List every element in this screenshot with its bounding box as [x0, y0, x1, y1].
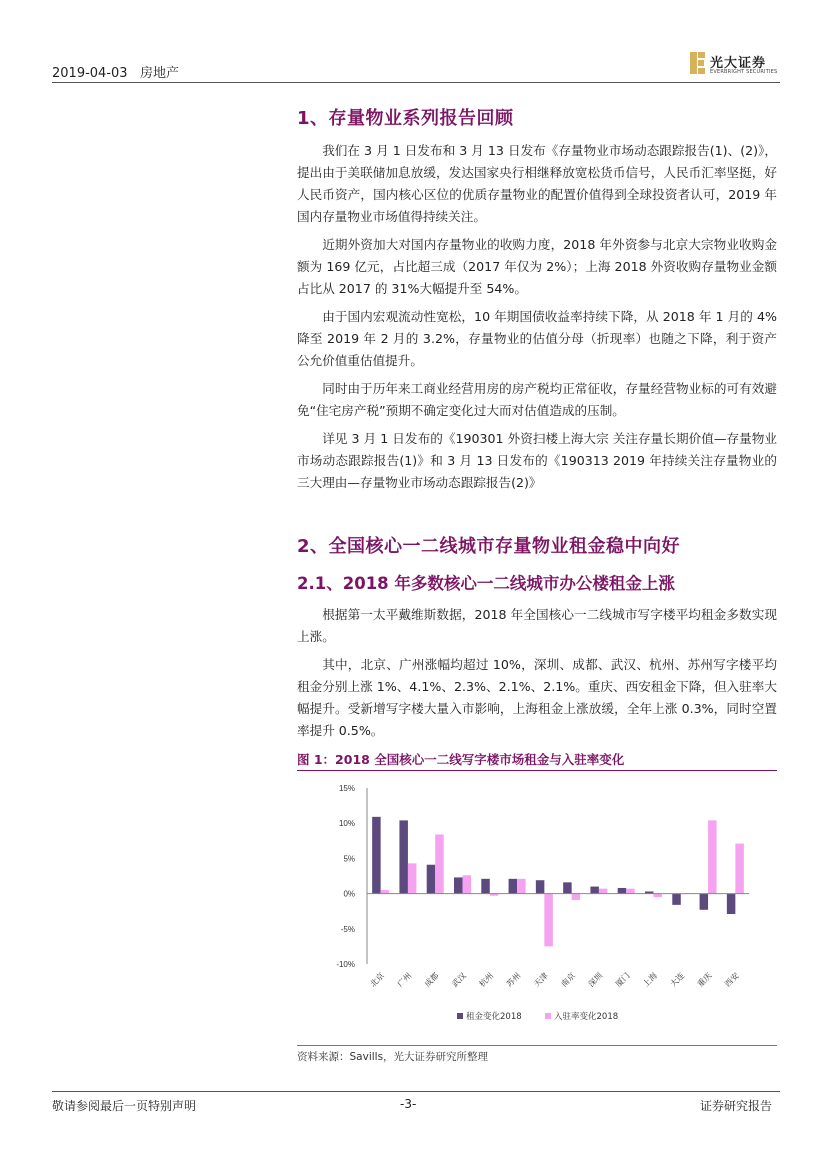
x-tick-label: 北京: [368, 971, 387, 989]
y-tick-label: -10%: [336, 960, 355, 969]
bar-rent-1: [399, 820, 408, 893]
figure-bottom-rule: [297, 1045, 777, 1046]
x-tick-label: 深圳: [586, 971, 605, 989]
brand-logo-name: 光大证券: [710, 56, 767, 71]
bar-rent-13: [727, 894, 736, 914]
x-tick-label: 南京: [559, 971, 578, 989]
legend-label: 入驻率变化2018: [554, 1012, 619, 1022]
legend-label: 租金变化2018: [466, 1012, 522, 1022]
y-tick-label: 5%: [343, 854, 355, 864]
bar-occupancy-3: [463, 875, 472, 893]
x-tick-label: 厦门: [613, 971, 632, 989]
x-tick-label: 西安: [723, 971, 741, 989]
section-1-title: 1、存量物业系列报告回顾: [297, 108, 514, 129]
brand-logo: [690, 52, 782, 78]
y-tick-label: 15%: [338, 784, 355, 793]
x-tick-label: 杭州: [477, 971, 496, 989]
section-1-paragraph-5: 详见 3 月 1 日发布的《190301 外资扫楼上海大宗 关注存量长期价值—存量物业市场动态跟踪报告(1)》和 3 月 13 日发布的《190313 2019 年持续关注存量物业的三大理由—存量物业市场动态跟踪报告(2)》: [297, 431, 777, 490]
header-date: 2019-04-03: [52, 66, 128, 81]
x-tick-label: 重庆: [695, 971, 714, 989]
bar-occupancy-8: [599, 889, 608, 894]
section-2-paragraph-1: 根据第一太平戴维斯数据，2018 年全国核心一二线城市写字楼平均租金多数实现上涨。: [297, 607, 777, 644]
section-1-paragraph-4: 同时由于历年来工商业经营用房的房产税均正常征收，存量经营物业标的可有效避免“住宅房产税”预期不确定变化过大而对估值造成的压制。: [297, 381, 777, 418]
bar-occupancy-2: [435, 834, 444, 893]
header-category: 房地产: [139, 66, 179, 81]
bar-rent-11: [672, 894, 681, 905]
y-tick-label: 10%: [338, 819, 355, 829]
bar-occupancy-5: [517, 879, 526, 894]
bar-rent-0: [372, 817, 381, 894]
footer-rule: [52, 1091, 780, 1092]
bar-occupancy-1: [408, 863, 417, 893]
bar-occupancy-6: [544, 894, 553, 947]
bar-rent-7: [563, 882, 572, 893]
section-2-paragraph-2: 其中，北京、广州涨幅均超过 10%，深圳、成都、武汉、杭州、苏州写字楼平均租金分别上涨 1%、4.1%、2.3%、2.1%、2.1%。重庆、西安租金下降，但入驻率大幅提升。受新增写字楼大量入市影响，上海租金上涨放缓，全年上涨 0.3%，同时空置率提升 0.5%。: [297, 657, 777, 738]
x-tick-label: 大连: [668, 971, 687, 989]
bar-occupancy-12: [708, 820, 717, 893]
section-1-paragraph-2: 近期外资加大对国内存量物业的收购力度，2018 年外资参与北京大宗物业收购金额为 169 亿元，占比超三成（2017 年仅为 2%）；上海 2018 外资收购存量物业金额占比从 2017 的 31%大幅提升至 54%。: [297, 237, 777, 296]
bar-rent-3: [454, 877, 463, 893]
bar-rent-9: [618, 888, 627, 894]
x-tick-label: 广州: [395, 971, 414, 989]
bar-rent-8: [590, 887, 599, 894]
x-tick-label: 武汉: [450, 971, 468, 989]
bar-occupancy-7: [572, 894, 581, 900]
bar-rent-12: [700, 894, 709, 910]
section-1-paragraph-1: 我们在 3 月 1 日发布和 3 月 13 日发布《存量物业市场动态跟踪报告(1)、(2)》，提出由于美联储加息放缓，发达国家央行相继释放宽松货币信号，人民币汇率坚挺，好人民币资产，国内核心区位的优质存量物业的配置价值得到全球投资者认可，2019 年国内存量物业市场值得持续关注。: [297, 143, 777, 224]
footer-disclaimer: 敬请参阅最后一页特别声明: [52, 1099, 197, 1113]
bar-occupancy-10: [654, 894, 663, 898]
footer-page-number: -3-: [400, 1097, 417, 1111]
x-tick-label: 苏州: [504, 971, 523, 989]
brand-logo-icon: [690, 52, 706, 74]
legend-swatch: [545, 1013, 551, 1019]
bar-rent-6: [536, 880, 545, 893]
bar-chart: [297, 772, 777, 1042]
y-tick-label: 0%: [343, 889, 355, 899]
x-tick-label: 上海: [641, 971, 659, 989]
figure-source: 资料来源：Savills，光大证券研究所整理: [297, 1051, 489, 1063]
footer-report-type: 证券研究报告: [700, 1099, 773, 1113]
bar-rent-4: [481, 879, 490, 894]
legend-swatch: [457, 1013, 463, 1019]
figure-title: 图 1：2018 全国核心一二线写字楼市场租金与入驻率变化: [297, 752, 625, 767]
x-tick-label: 天津: [532, 971, 550, 989]
section-2-title: 2、全国核心一二线城市存量物业租金稳中向好: [297, 536, 681, 557]
section-2-1-subtitle: 2.1、2018 年多数核心一二线城市办公楼租金上涨: [297, 574, 675, 593]
header-date-category: [52, 62, 179, 81]
header-rule: [52, 82, 780, 83]
bar-occupancy-9: [626, 889, 635, 894]
bar-rent-5: [509, 879, 518, 894]
bar-rent-2: [427, 865, 436, 894]
section-1-paragraph-3: 由于国内宏观流动性宽松，10 年期国债收益率持续下降，从 2018 年 1 月的 4%降至 2019 年 2 月的 3.2%，存量物业的估值分母（折现率）也随之下降，利于资产公允价值重估值提升。: [297, 309, 777, 368]
x-tick-label: 成都: [422, 971, 441, 989]
figure-top-rule: [297, 770, 777, 771]
y-tick-label: -5%: [340, 924, 355, 934]
bar-occupancy-13: [735, 844, 744, 894]
brand-logo-english: EVERBRIGHT SECURITIES: [710, 69, 778, 75]
bar-occupancy-0: [381, 890, 390, 894]
